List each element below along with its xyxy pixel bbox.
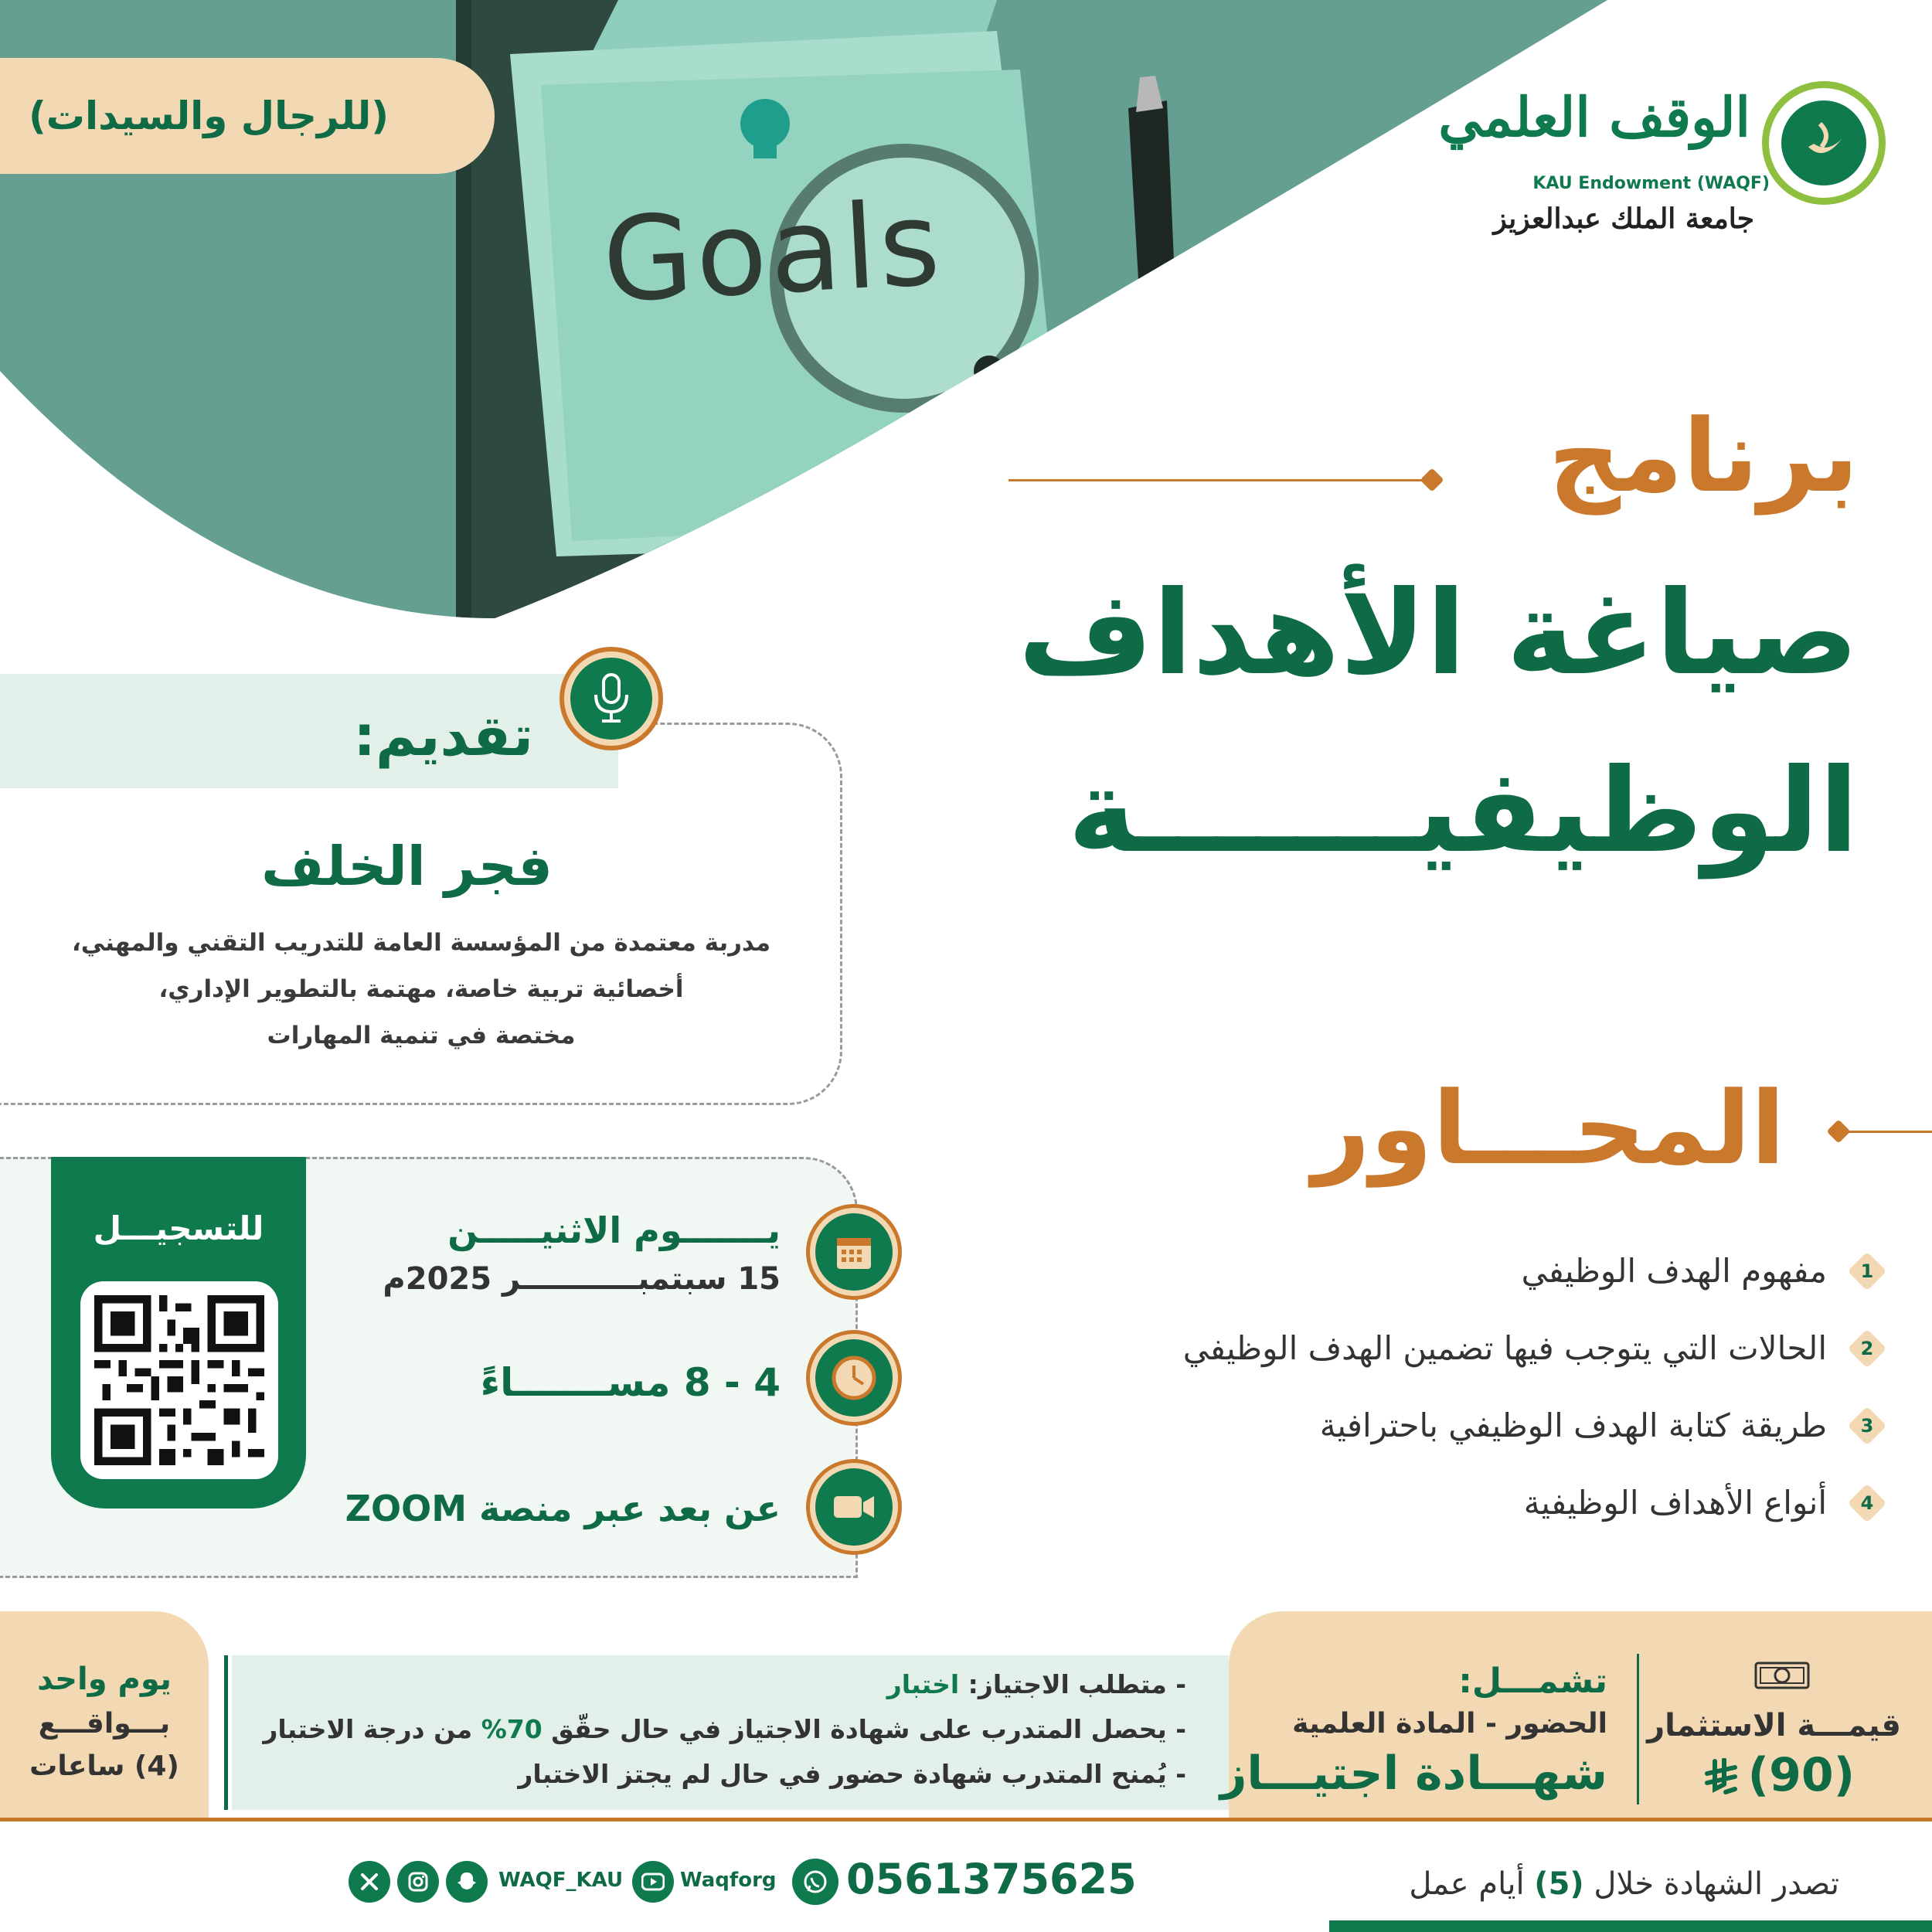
video-camera-icon <box>815 1468 893 1546</box>
certificate-issue-days: (5) <box>1534 1866 1584 1902</box>
presenter-bio-line: مدربة معتمدة من المؤسسة العامة للتدريب التقني والمهني، <box>71 929 771 957</box>
axis-text: مفهوم الهدف الوظيفي <box>1521 1252 1827 1290</box>
requirements-accent <box>224 1655 228 1810</box>
youtube-handle[interactable]: Waqforg <box>680 1869 777 1892</box>
duration-days: يوم واحد <box>37 1662 172 1697</box>
duration-hours: (4) ساعات <box>29 1750 179 1782</box>
title-main: صياغة الأهداف <box>1018 566 1859 701</box>
microphone-icon <box>564 651 658 746</box>
schedule-time: 4 - 8 مســـــــاءً <box>480 1360 781 1405</box>
requirement-2: - يحصل المتدرب على شهادة الاجتياز في حال حقّق 70% من درجة الاختبار <box>263 1714 1186 1744</box>
title-rule <box>1009 479 1426 481</box>
axis-item <box>1320 1406 1886 1444</box>
presenter-bio <box>62 920 781 1059</box>
presenter-label: تقديم: <box>353 703 533 768</box>
registration-label: للتسجيـــل <box>93 1209 264 1247</box>
snapchat-icon[interactable] <box>446 1861 488 1903</box>
axis-item <box>1522 1252 1886 1290</box>
footer-accent-bar <box>1329 1920 1932 1932</box>
requirement-1-value: اختبار <box>886 1669 960 1699</box>
axis-text: أنواع الأهداف الوظيفية <box>1523 1484 1827 1522</box>
requirement-3: - يُمنح المتدرب شهادة حضور في حال لم يجتز الاختبار <box>518 1759 1186 1789</box>
clock-icon <box>815 1339 893 1417</box>
includes-items: الحضور - المادة العلمية <box>1292 1708 1607 1740</box>
goals-photo-word: Goals <box>599 176 947 329</box>
phone-number[interactable]: 0561375625 <box>846 1855 1137 1903</box>
pricing-label: قيمـــة الاستثمار <box>1647 1708 1901 1743</box>
logo-english: KAU Endowment (WAQF) <box>1532 174 1770 193</box>
axis-number-badge: 3 <box>1849 1407 1886 1444</box>
calendar-icon <box>815 1213 893 1291</box>
audience-pill <box>0 58 495 174</box>
axis-number-badge: 4 <box>1849 1485 1886 1522</box>
band-rule <box>0 1818 1932 1821</box>
presenter-bio-line: أخصائية تربية خاصة، مهتمة بالتطوير الإداري، <box>158 975 684 1003</box>
title-program: برنامج <box>1548 397 1859 515</box>
whatsapp-icon[interactable] <box>792 1859 838 1905</box>
axis-number-badge: 1 <box>1849 1253 1886 1290</box>
certificate-issue-note: تصدر الشهادة خلال (5) أيام عمل <box>1409 1866 1839 1902</box>
title-main-2: الوظيفيـــــــة <box>1067 744 1859 879</box>
axis-item <box>1183 1329 1886 1367</box>
axes-rule-dot <box>1826 1119 1850 1143</box>
x-icon[interactable] <box>349 1861 390 1903</box>
pricing-value: (90) <box>1747 1748 1855 1802</box>
presenter-bio-line: مختصة في تنمية المهارات <box>267 1022 576 1049</box>
axis-item <box>1524 1484 1886 1522</box>
axis-text: طريقة كتابة الهدف الوظيفي باحترافية <box>1319 1406 1827 1444</box>
requirement-2-percent: 70% <box>481 1714 543 1744</box>
registration-qr-code[interactable] <box>80 1281 278 1479</box>
kau-waqf-logo <box>1438 70 1886 263</box>
requirement-1: - متطلب الاجتياز: اختبار <box>886 1669 1186 1699</box>
saudi-riyal-icon <box>1704 1758 1738 1800</box>
social-handle[interactable]: WAQF_KAU <box>498 1869 624 1892</box>
pricing-divider <box>1637 1654 1639 1804</box>
logo-emblem <box>1762 81 1886 205</box>
includes-label: تشمـــل: <box>1458 1662 1607 1701</box>
logo-arabic: الوقف العلمي <box>1438 85 1750 149</box>
instagram-icon[interactable] <box>397 1861 439 1903</box>
schedule-platform: عن بعد عبر منصة ZOOM <box>345 1488 781 1529</box>
certificate-type: شهـــادة اجتيـــاز <box>1219 1747 1607 1801</box>
axes-title: المحـــاور <box>1312 1070 1785 1187</box>
schedule-day: يـــــــوم الاثنيـــــن <box>447 1209 781 1251</box>
presenter-name: فجر الخلف <box>261 835 553 898</box>
axes-rule <box>1843 1131 1932 1133</box>
logo-university: جامعة الملك عبدالعزيز <box>1493 202 1754 235</box>
duration-by: بـــواقـــع <box>38 1708 171 1740</box>
youtube-icon[interactable] <box>632 1861 674 1903</box>
axis-text: الحالات التي يتوجب فيها تضمين الهدف الوظيفي <box>1182 1329 1827 1367</box>
schedule-date: 15 سبتمبـــــــــــر 2025م <box>383 1261 781 1297</box>
audience-text: (للرجال والسيدات) <box>28 94 389 138</box>
axis-number-badge: 2 <box>1849 1330 1886 1367</box>
money-icon <box>1754 1660 1810 1694</box>
